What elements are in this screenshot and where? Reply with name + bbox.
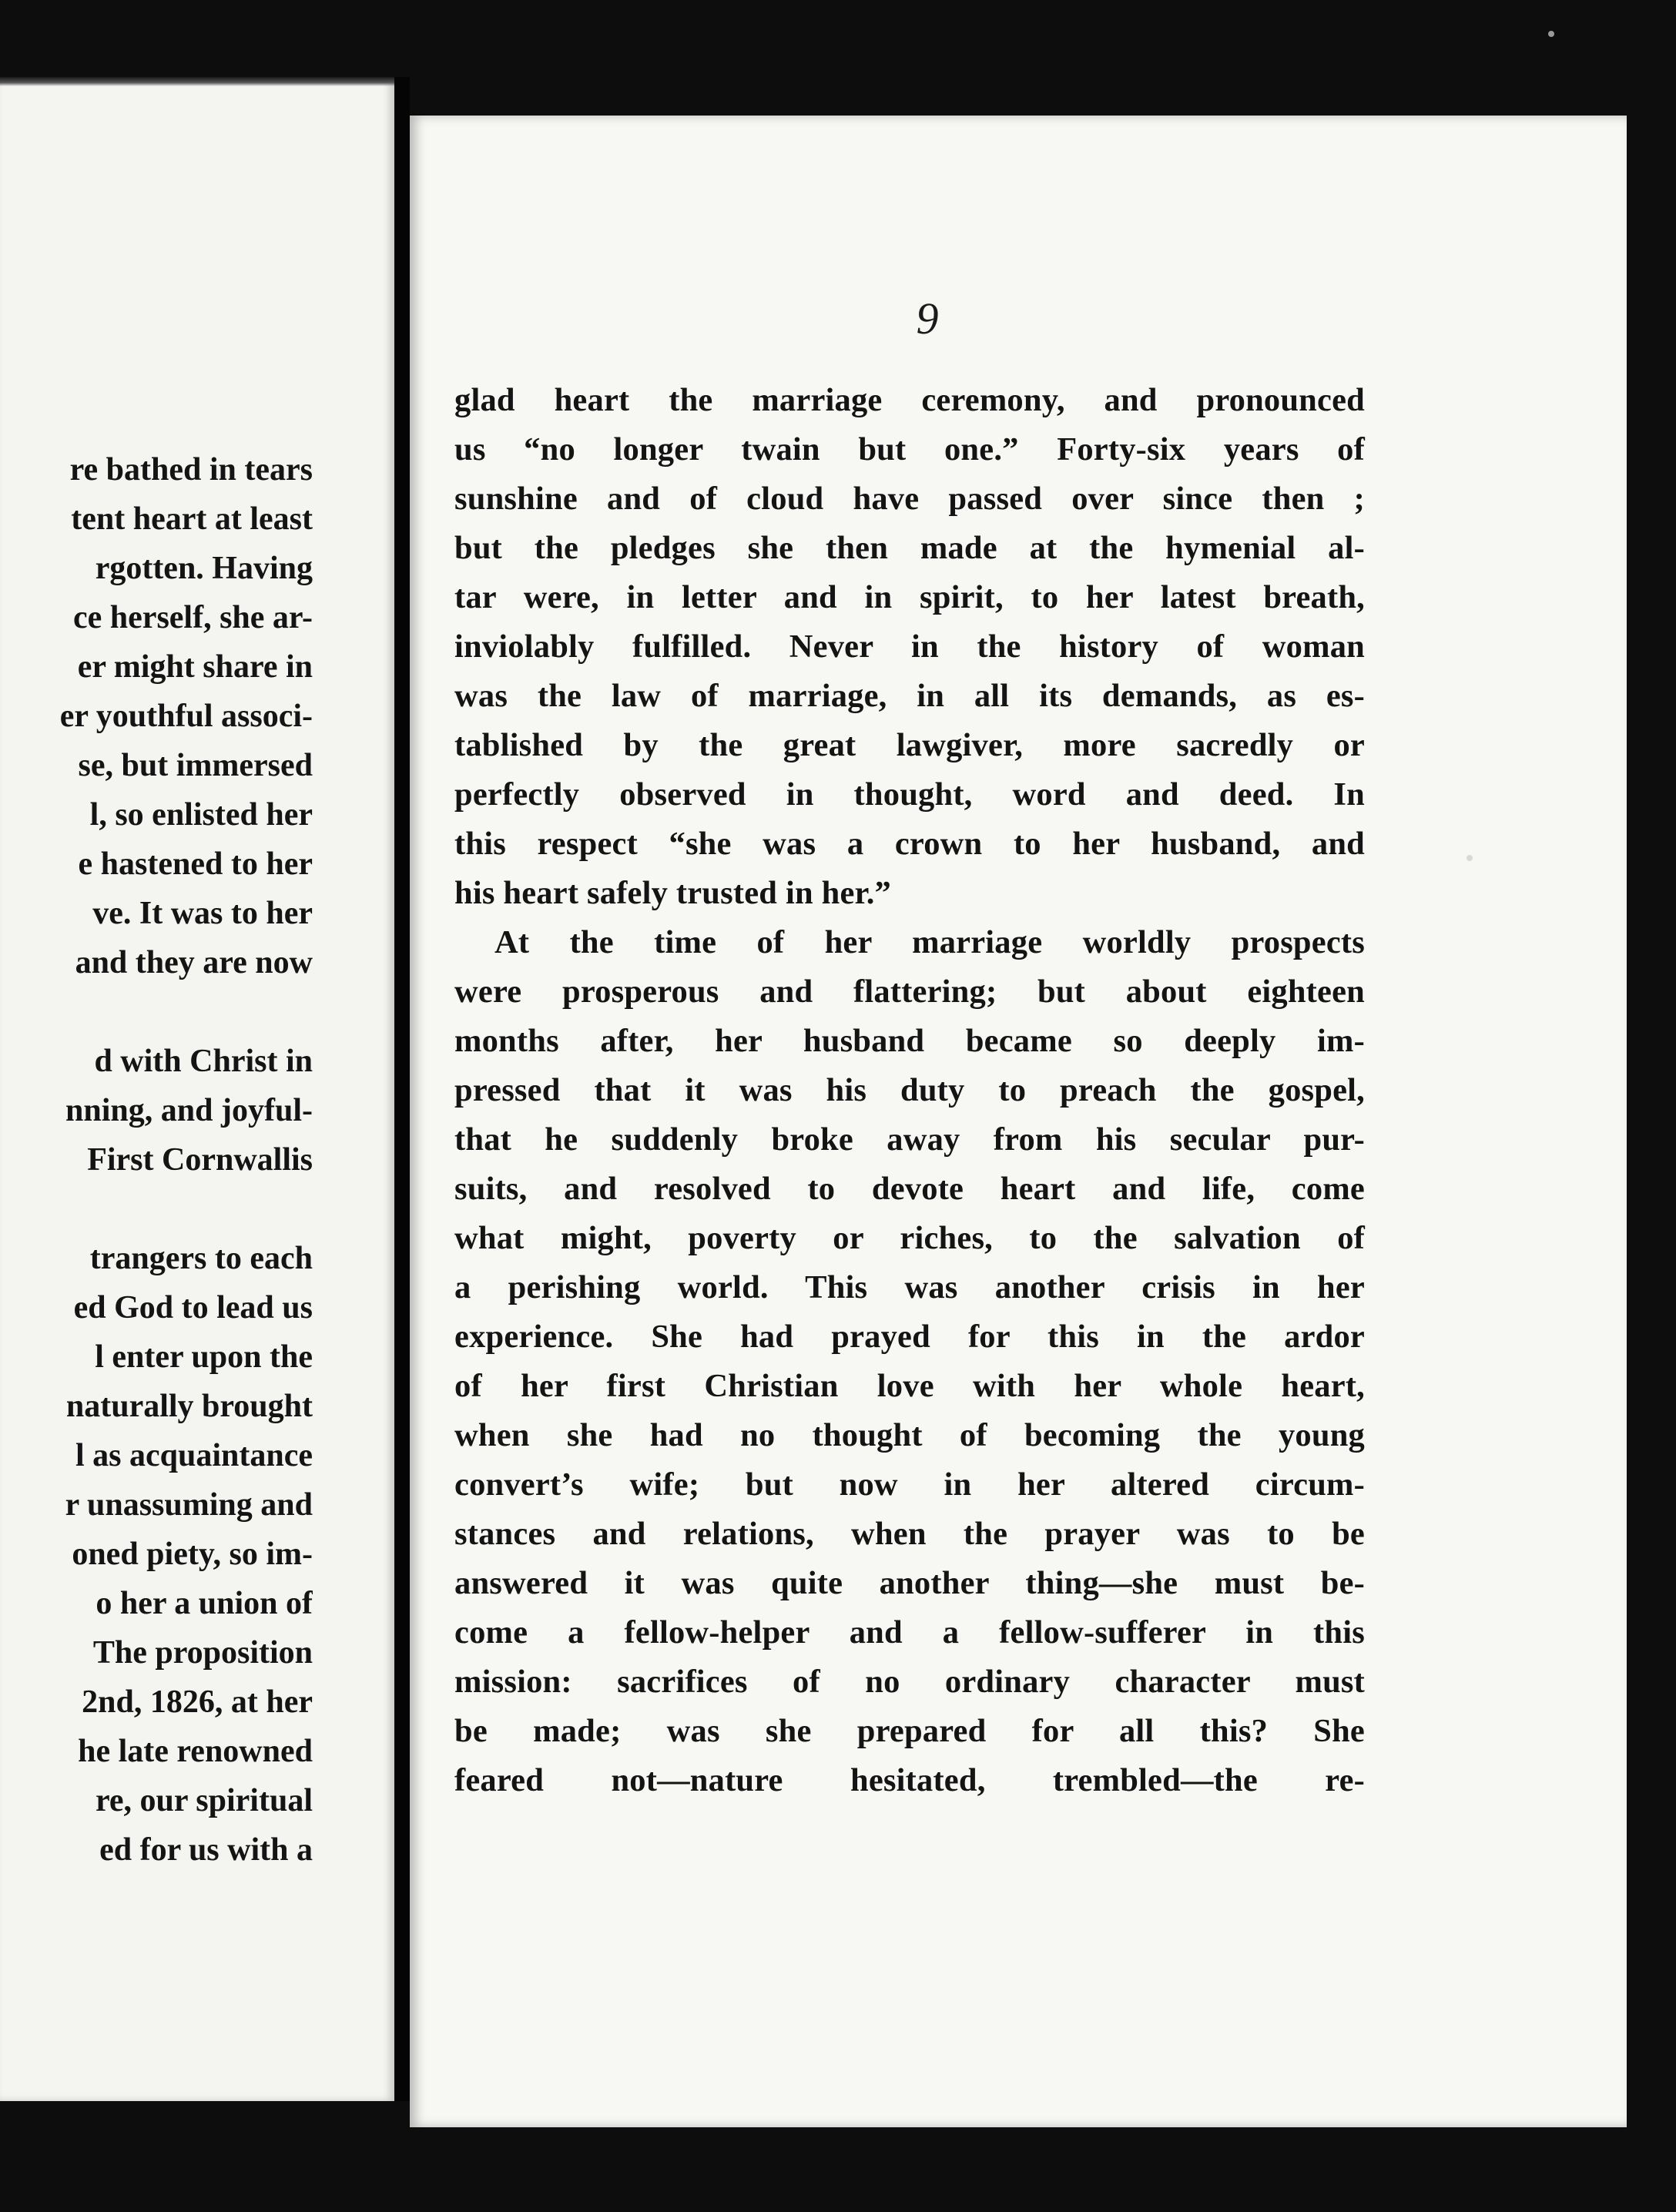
text-line: but the pledges she then made at the hymenial al- [454, 530, 1365, 566]
left-line: ed God to lead us [73, 1290, 313, 1326]
text-line: was the law of marriage, in all its demands, as es- [454, 678, 1365, 714]
left-line: First Cornwallis [87, 1142, 313, 1178]
left-line-blank [0, 1185, 313, 1234]
text-line: were prosperous and flattering; but about eighteen [454, 974, 1365, 1010]
text-line: sunshine and of cloud have passed over since then ; [454, 481, 1365, 517]
left-line: trangers to each [89, 1241, 313, 1276]
left-line: ce herself, she ar- [73, 600, 313, 635]
left-line: ve. It was to her [92, 896, 313, 931]
text-line: what might, poverty or riches, to the salvation of [454, 1220, 1365, 1256]
page-edge-shadow [0, 77, 394, 86]
text-line: pressed that it was his duty to preach the gospel, [454, 1072, 1365, 1108]
text-line: that he suddenly broke away from his secular pur- [454, 1121, 1365, 1158]
text-line: be made; was she prepared for all this? She [454, 1713, 1365, 1749]
left-line: l, so enlisted her [89, 797, 313, 833]
left-line: ed for us with a [99, 1832, 313, 1868]
text-line: when she had no thought of becoming the young [454, 1417, 1365, 1453]
text-line: stances and relations, when the prayer was to be [454, 1516, 1365, 1552]
left-line: re, our spiritual [96, 1783, 313, 1818]
text-line: feared not—nature hesitated, trembled—the re- [454, 1762, 1365, 1798]
left-line: se, but immersed [78, 748, 313, 783]
left-line: naturally brought [65, 1389, 313, 1424]
left-page [0, 77, 394, 2101]
text-line: inviolably fulfilled. Never in the history of woman [454, 628, 1365, 665]
left-page-text [0, 445, 313, 1875]
right-page [410, 116, 1627, 2127]
left-line: e hastened to her [78, 846, 313, 882]
text-line: glad heart the marriage ceremony, and pronounced [454, 382, 1365, 418]
right-page-text [454, 376, 1365, 1805]
text-line: us “no longer twain but one.” Forty-six years of [454, 431, 1365, 468]
page-number: 9 [916, 293, 939, 344]
left-line: rgotten. Having [95, 551, 313, 586]
text-line: his heart safely trusted in her.” [454, 875, 891, 911]
left-line: and they are now [75, 945, 313, 980]
text-line: a perishing world. This was another crisis in her [454, 1269, 1365, 1305]
left-line: he late renowned [78, 1734, 313, 1769]
left-line: er might share in [77, 649, 313, 685]
text-line: months after, her husband became so deeply im- [454, 1023, 1365, 1059]
left-line: l enter upon the [95, 1339, 313, 1375]
left-line: d with Christ in [94, 1044, 313, 1079]
left-line: er youthful associ- [59, 699, 313, 734]
scan-speck [1466, 855, 1473, 861]
text-line: tar were, in letter and in spirit, to her latest breath, [454, 579, 1365, 615]
scan-speck [1548, 31, 1554, 37]
text-line: suits, and resolved to devote heart and life, come [454, 1171, 1365, 1207]
text-line: experience. She had prayed for this in the ardor [454, 1319, 1365, 1355]
left-line: The proposition [92, 1635, 313, 1671]
left-line-blank [0, 987, 313, 1037]
text-line: answered it was quite another thing—she must be- [454, 1565, 1365, 1601]
left-line: re bathed in tears [69, 452, 313, 488]
text-line: this respect “she was a crown to her husband, and [454, 826, 1365, 862]
text-line: convert’s wife; but now in her altered circum- [454, 1466, 1365, 1503]
text-line: tablished by the great lawgiver, more sacredly or [454, 727, 1365, 763]
left-line: nning, and joyful- [65, 1093, 313, 1128]
left-line: r unassuming and [65, 1487, 313, 1523]
text-line: of her first Christian love with her whole heart, [454, 1368, 1365, 1404]
book-gutter [394, 77, 410, 2101]
left-line: l as acquaintance [75, 1438, 313, 1473]
text-line: mission: sacrifices of no ordinary character must [454, 1664, 1365, 1700]
text-line: come a fellow-helper and a fellow-sufferer in this [454, 1614, 1365, 1651]
left-line: oned piety, so im- [72, 1537, 313, 1572]
text-line: perfectly observed in thought, word and deed. In [454, 776, 1365, 813]
left-line: o her a union of [96, 1586, 313, 1621]
text-line: At the time of her marriage worldly prospects [494, 924, 1365, 960]
left-line: 2nd, 1826, at her [82, 1684, 313, 1720]
left-line: tent heart at least [71, 501, 313, 537]
